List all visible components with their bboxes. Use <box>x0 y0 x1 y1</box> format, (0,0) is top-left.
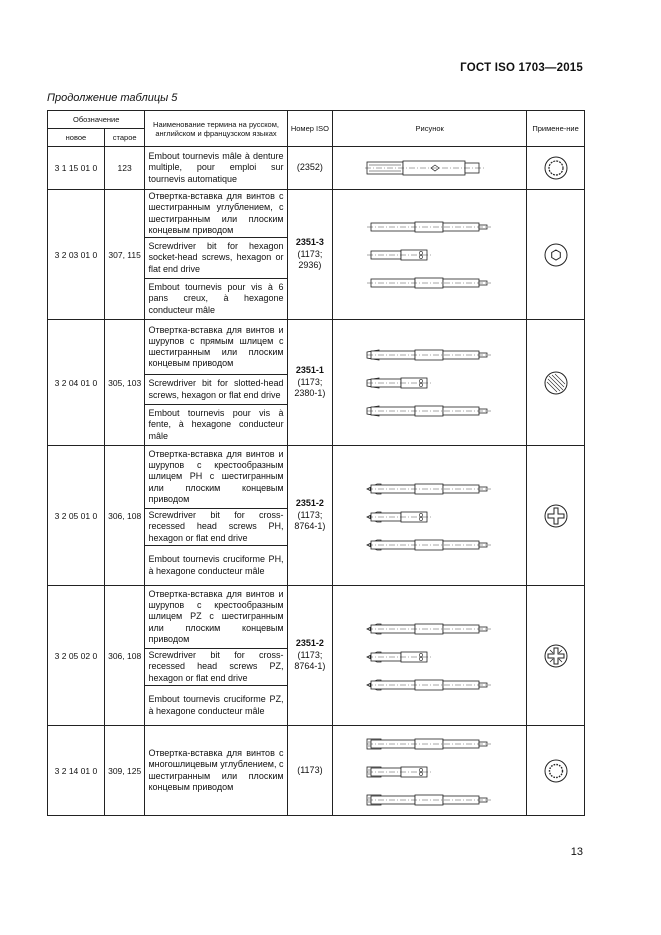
application-cell <box>527 320 585 446</box>
iso-number <box>287 726 333 816</box>
term-ru: Отвертка-вставка для винтов с шестигранным углублением, с шестигранным или плоским концевым приводом <box>145 190 287 238</box>
application-cell <box>527 190 585 320</box>
iso-main: (1173) <box>297 764 323 775</box>
figure-cell <box>333 320 527 446</box>
code-new: 3 1 15 01 0 <box>48 147 105 190</box>
iso-extra: (1173; 2380-1) <box>294 376 326 399</box>
term-en: Screwdriver bit for cross-recessed head screws PH, hexagon or flat end drive <box>145 509 287 546</box>
table-row <box>48 190 585 238</box>
table-caption: Продолжение таблицы 5 <box>47 92 178 104</box>
figure-cell <box>333 190 527 320</box>
page-number: 13 <box>570 846 583 858</box>
term-fr: Embout tournevis pour vis à 6 pans creux, à hexagone conducteur mâle <box>145 279 287 320</box>
phillips-bit-drawing <box>365 461 495 571</box>
iso-extra: (1173; 2936) <box>297 248 323 271</box>
term-en: Screwdriver bit for cross-recessed head screws PZ, hexagon or flat end drive <box>145 649 287 686</box>
iso-number <box>287 586 333 726</box>
term-ru: Отвертка-вставка для винтов и шурупов с крестообразным шлицем PH с шестигранным или плоским концевым приводом <box>145 446 287 509</box>
code-old: 305, 103 <box>104 320 145 446</box>
pozidriv-end-icon <box>543 643 569 669</box>
iso-number <box>287 320 333 446</box>
table-row <box>48 320 585 375</box>
term-fr: Embout tournevis mâle à denture multiple, pour emploi sur tournevis automatique <box>145 147 287 190</box>
code-new: 3 2 05 01 0 <box>48 446 105 586</box>
hexagon-end-icon <box>543 242 569 268</box>
name-header: Наименование термина на русском, английском и французском языках <box>145 111 287 147</box>
table-row <box>48 586 585 649</box>
term-fr: Embout tournevis pour vis à fente, à hexagone conducteur mâle <box>145 405 287 446</box>
application-cell <box>527 147 585 190</box>
terms-table <box>47 110 585 816</box>
code-new: 3 2 03 01 0 <box>48 190 105 320</box>
iso-extra: (1173; 8764-1) <box>294 649 326 672</box>
figure-header: Рисунок <box>333 111 527 147</box>
figure-cell <box>333 147 527 190</box>
old-code-header: старое <box>104 129 145 147</box>
phillips-end-icon <box>543 503 569 529</box>
pozidriv-bit-drawing <box>365 601 495 711</box>
standard-code: ГОСТ ISO 1703—2015 <box>460 62 583 74</box>
iso-main: (2352) <box>296 162 323 173</box>
term-ru: Отвертка-вставка для винтов с многошлицевым углублением, с шестигранным или плоским концевым приводом <box>145 726 287 816</box>
term-ru: Отвертка-вставка для винтов и шурупов с прямым шлицем с шестигранным или плоским концевым приводом <box>145 320 287 375</box>
term-en: Screwdriver bit for hexagon socket-head screws, hexagon or flat end drive <box>145 238 287 279</box>
code-new: 3 2 05 02 0 <box>48 586 105 726</box>
application-header: Примене-ние <box>527 111 585 147</box>
spline-bit-drawing <box>365 156 495 180</box>
term-fr: Embout tournevis cruciforme PZ, à hexagone conducteur mâle <box>145 686 287 726</box>
term-fr: Embout tournevis cruciforme PH, à hexagone conducteur mâle <box>145 546 287 586</box>
application-cell <box>527 726 585 816</box>
code-new: 3 2 14 01 0 <box>48 726 105 816</box>
iso-number-header: Номер ISO <box>287 111 333 147</box>
figure-cell <box>333 586 527 726</box>
new-code-header: новое <box>48 129 105 147</box>
application-cell <box>527 586 585 726</box>
code-old: 307, 115 <box>104 190 145 320</box>
iso-main: 2351-1 <box>295 364 324 375</box>
application-cell <box>527 446 585 586</box>
iso-extra: (1173; 8764-1) <box>294 509 326 532</box>
code-old: 309, 125 <box>104 726 145 816</box>
multi-spline-socket-end-icon <box>543 758 569 784</box>
hex-bit-drawing <box>365 205 495 305</box>
iso-main: 2351-2 <box>295 637 324 648</box>
term-en: Screwdriver bit for slotted-head screws, hexagon or flat end drive <box>145 375 287 405</box>
slotted-end-icon <box>543 370 569 396</box>
iso-number <box>287 147 333 190</box>
table-row <box>48 446 585 509</box>
figure-cell <box>333 726 527 816</box>
table-row <box>48 147 585 190</box>
iso-number <box>287 190 333 320</box>
figure-cell <box>333 446 527 586</box>
term-ru: Отвертка-вставка для винтов и шурупов с крестообразным шлицем PZ с шестигранным или плоским концевым приводом <box>145 586 287 649</box>
code-old: 123 <box>104 147 145 190</box>
code-old: 306, 108 <box>104 586 145 726</box>
iso-main: 2351-2 <box>295 497 324 508</box>
designation-header: Обозначение <box>48 111 145 129</box>
code-old: 306, 108 <box>104 446 145 586</box>
table-row <box>48 726 585 816</box>
code-new: 3 2 04 01 0 <box>48 320 105 446</box>
iso-number <box>287 446 333 586</box>
multi-spline-end-icon <box>543 155 569 181</box>
slotted-bit-drawing <box>365 333 495 433</box>
multi-spline-bit-drawing <box>365 728 495 814</box>
iso-main: 2351-3 <box>295 236 324 247</box>
